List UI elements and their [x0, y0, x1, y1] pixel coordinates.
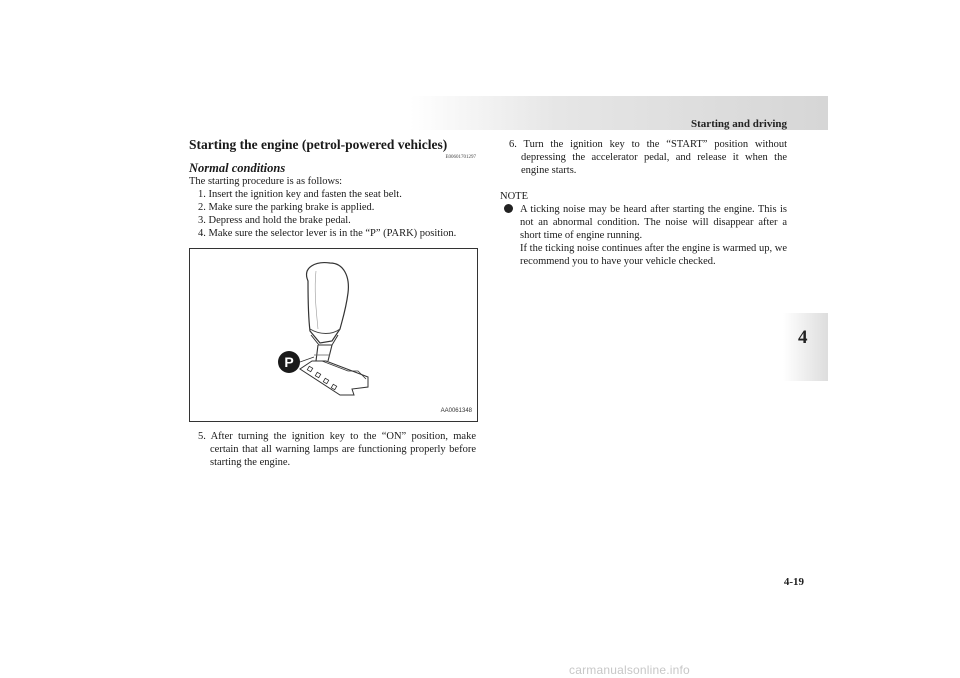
- watermark-text: carmanualsonline.info: [569, 663, 690, 677]
- note-paragraph: A ticking noise may be heard after starting the engine. This is not an abnormal condition. The noise will disappear after a short time of engine running.: [520, 204, 787, 241]
- page-number: 4-19: [783, 576, 804, 588]
- step-item: 1. Insert the ignition key and fasten the seat belt.: [198, 189, 402, 200]
- section-code: E00601701297: [445, 155, 476, 160]
- step-item: 6. Turn the ignition key to the “START” position without depressing the accelerator pedal, and release it when the engine starts.: [509, 139, 787, 176]
- right-column: [500, 138, 787, 268]
- note-paragraph: If the ticking noise continues after the engine is warmed up, we recommend you to have your vehicle checked.: [520, 243, 787, 267]
- step-item: 5. After turning the ignition key to the “ON” position, make certain that all warning lamps are functioning properly before starting the engine.: [198, 431, 476, 468]
- left-column: [189, 137, 476, 469]
- step-item: 4. Make sure the selector lever is in the “P” (PARK) position.: [198, 228, 457, 239]
- note-item: [500, 203, 787, 268]
- chapter-number: 4: [798, 327, 808, 348]
- header-title: Starting and driving: [691, 118, 787, 130]
- figure-caption: AA0061348: [440, 408, 472, 414]
- selector-lever-illustration: [190, 249, 477, 421]
- p-badge-label: P: [284, 354, 294, 370]
- selector-lever-figure: [189, 248, 478, 422]
- subsection-title: Normal conditions: [189, 161, 286, 175]
- intro-text: The starting procedure is as follows:: [189, 176, 343, 187]
- note-label: NOTE: [500, 191, 528, 202]
- step-item: 3. Depress and hold the brake pedal.: [198, 215, 351, 226]
- step-item: 2. Make sure the parking brake is applied.: [198, 202, 375, 213]
- section-title: Starting the engine (petrol-powered vehicles): [189, 137, 448, 152]
- bullet-icon: [504, 204, 513, 213]
